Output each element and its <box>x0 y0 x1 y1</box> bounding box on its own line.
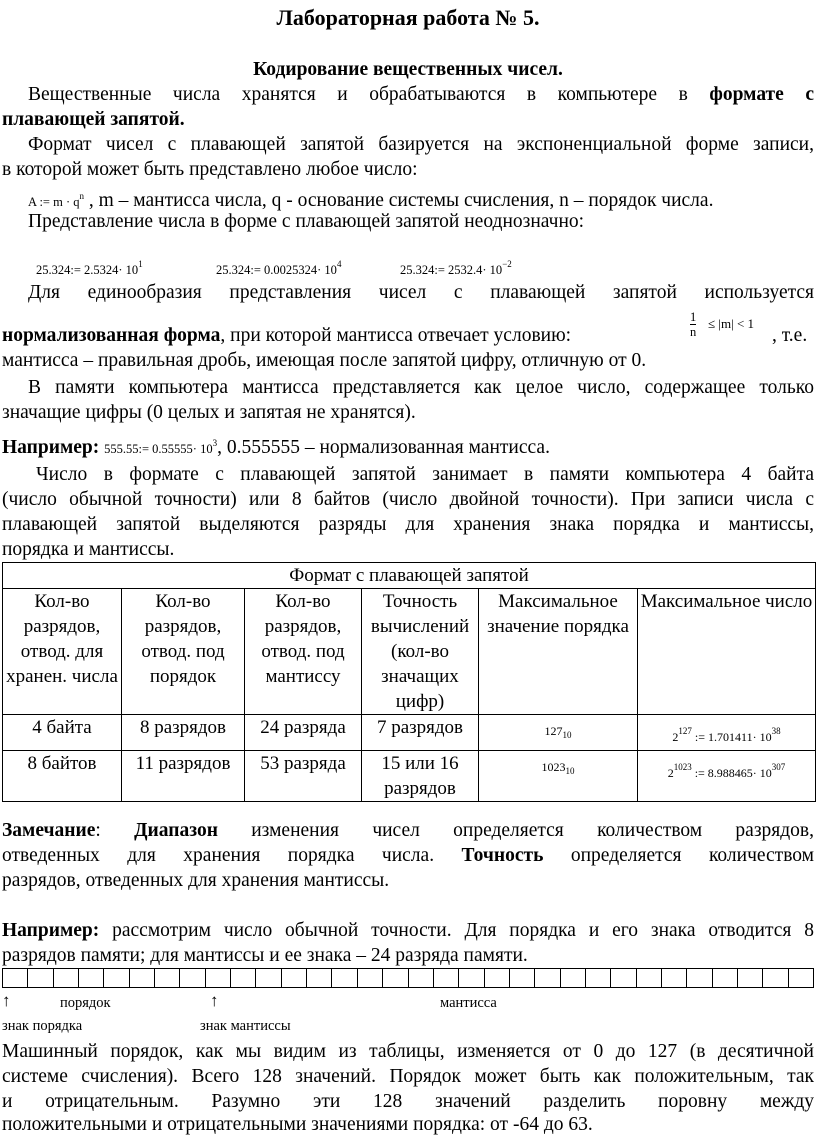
bit-cell <box>585 968 610 988</box>
section-title: Кодирование вещественных чисел. <box>253 59 563 80</box>
label-mantissa: мантисса <box>440 995 497 1011</box>
formula-text: A := m · q <box>28 195 80 209</box>
table-header: Кол-во разрядов, отвод. для хранен. числа <box>3 589 122 715</box>
table-header: Максимальное число <box>638 589 816 715</box>
bold-term: формате с <box>709 84 815 105</box>
table-title-row <box>3 563 816 589</box>
table-header: Кол-во разрядов, отвод. под мантиссу <box>245 589 362 715</box>
paragraph-2-line-1: Формат чисел с плавающей запятой базируется на экспоненциальной форме записи, <box>28 134 814 155</box>
formula-exp: 3 <box>212 438 218 448</box>
paragraph-7-line-4: положительными и отрицательными значениями порядка: от -64 до 63. <box>2 1114 593 1135</box>
bit-cell <box>27 968 52 988</box>
table-cell: 7 разрядов <box>362 715 479 751</box>
page-title: Лабораторная работа № 5. <box>276 5 540 30</box>
table-cell: 8 разрядов <box>122 715 245 751</box>
bit-cell <box>382 968 407 988</box>
example-2-line-2: разрядов памяти; для мантиссы и ее знака – 24 разряда памяти. <box>2 945 528 966</box>
condition-inequality: ≤ |m| < 1 <box>708 316 755 331</box>
table-header: Точность вычислений (кол-во значащих цифр) <box>362 589 479 715</box>
example-text: 25.324:= 2532.4· 10 <box>400 263 503 277</box>
bit-cell <box>408 968 433 988</box>
bit-cell <box>712 968 737 988</box>
table-cell-max-order <box>479 715 638 751</box>
bit-cell <box>534 968 559 988</box>
example-2-line-1 <box>2 918 814 943</box>
paragraph-5-line-2: значащие цифры (0 целых и запятая не хранятся). <box>2 402 416 423</box>
text: , при которой мантисса отвечает условию: <box>220 325 572 346</box>
bit-cell <box>78 968 103 988</box>
cell-exp: 38 <box>771 726 781 736</box>
cell-subscript: 10 <box>562 730 572 740</box>
label-mantissa-sign: знак мантиссы <box>200 1018 291 1034</box>
paragraph-7-line-3: и отрицательным. Разумно эти 128 значений разделить поровну между <box>2 1091 814 1112</box>
table-header: Кол-во разрядов, отвод. под порядок <box>122 589 245 715</box>
paragraph-7-line-1: Машинный порядок, как мы видим из таблицы, изменяется от 0 до 127 (в десятичной <box>2 1041 814 1062</box>
bit-cell <box>509 968 534 988</box>
cell-value: 2 <box>672 730 679 744</box>
cell-value-rest: := 8.988465· 10 <box>691 766 772 780</box>
bold-term: Диапазон <box>134 820 218 841</box>
bit-cell <box>230 968 255 988</box>
example-formula <box>104 438 218 456</box>
fraction-numerator: 1 <box>690 310 697 324</box>
table-row <box>3 715 816 751</box>
table-header-row <box>3 589 816 715</box>
example-2 <box>216 252 341 283</box>
table-header: Максимальное значение порядка <box>479 589 638 715</box>
bit-cell <box>103 968 128 988</box>
example-label: Например: <box>2 437 100 458</box>
example-exp: −2 <box>502 259 512 269</box>
paragraph-1-line-2: плавающей запятой. <box>2 109 185 130</box>
bit-cell <box>331 968 356 988</box>
bold-term: нормализованная форма <box>2 325 221 346</box>
bit-cell <box>129 968 154 988</box>
bit-cell <box>205 968 230 988</box>
example-text: 25.324:= 0.0025324· 10 <box>216 263 337 277</box>
paragraph-6-line-4: порядка и мантиссы. <box>2 539 175 560</box>
bit-cell <box>281 968 306 988</box>
formula-main <box>2 191 84 209</box>
bit-cell <box>484 968 509 988</box>
table-cell: 53 разряда <box>245 751 362 802</box>
note-line-3: разрядов, отведенных для хранения мантиссы. <box>2 870 390 891</box>
bit-cell <box>433 968 458 988</box>
text: : <box>95 820 101 841</box>
formula-text: 555.55:= 0.55555· 10 <box>104 442 213 456</box>
example-line <box>2 431 814 462</box>
note-label: Замечание <box>2 820 96 841</box>
bit-cell <box>762 968 787 988</box>
formula-description: , m – мантисса числа, q - основание системы счисления, n – порядок числа. <box>88 190 714 211</box>
paragraph-4-line-3: мантисса – правильная дробь, имеющая после запятой цифру, отличную от 0. <box>2 350 647 371</box>
bit-cell <box>154 968 179 988</box>
paragraph-6-line-2: (число обычной точности) или 8 байтов (число двойной точности). При записи числа с <box>2 489 814 510</box>
bold-term: Точность <box>461 845 544 866</box>
cell-exp: 307 <box>771 762 786 772</box>
bit-cell <box>306 968 331 988</box>
arrow-up-icon: ↑ <box>2 991 11 1010</box>
text: определяется количеством <box>570 845 815 866</box>
text: отведенных для хранения порядка числа. <box>2 845 435 866</box>
cell-exp: 1023 <box>673 762 692 772</box>
cell-exp: 127 <box>678 726 692 736</box>
bit-cell <box>560 968 585 988</box>
paragraph-7-line-2: системе счисления). Всего 128 значений. Порядок может быть как положительным, так <box>2 1066 814 1087</box>
table-cell: 8 байтов <box>3 751 122 802</box>
table-cell: 11 разрядов <box>122 751 245 802</box>
table-title: Формат с плавающей запятой <box>3 563 816 589</box>
bit-cell <box>179 968 204 988</box>
paragraph-4-tail: , т.е. <box>772 325 808 346</box>
note-line-1 <box>2 818 814 843</box>
cell-subscript: 10 <box>565 766 575 776</box>
text: рассмотрим число обычной точности. Для порядка и его знака отводится 8 <box>112 920 814 941</box>
bit-grid <box>2 968 814 988</box>
table-cell: 4 байта <box>3 715 122 751</box>
bit-cell <box>2 968 27 988</box>
formula-exp: n <box>79 191 84 201</box>
example-1 <box>36 252 143 283</box>
example-exp: 1 <box>138 259 143 269</box>
condition-formula <box>690 310 696 339</box>
bit-cell <box>458 968 483 988</box>
table-cell-max-number <box>638 715 816 751</box>
table-cell-max-order <box>479 751 638 802</box>
fraction-denominator: n <box>690 325 697 339</box>
example-label: Например: <box>2 920 100 941</box>
table-cell: 24 разряда <box>245 715 362 751</box>
bit-cell <box>255 968 280 988</box>
example-exp: 4 <box>336 259 342 269</box>
bit-cell <box>357 968 382 988</box>
paragraph-3: Представление числа в форме с плавающей запятой неоднозначно: <box>28 211 585 232</box>
paragraph-1-line-1 <box>2 82 814 107</box>
bit-cell <box>53 968 78 988</box>
bit-cell <box>686 968 711 988</box>
bit-cell <box>661 968 686 988</box>
float-format-table <box>2 562 816 802</box>
cell-value: 127 <box>544 724 563 738</box>
table-cell-max-number <box>638 751 816 802</box>
paragraph-5-line-1: В памяти компьютера мантисса представляется как целое число, содержащее только <box>28 377 814 398</box>
text: изменения чисел определяется количеством разрядов, <box>251 820 815 841</box>
arrow-up-icon: ↑ <box>210 991 219 1010</box>
cell-value: 2 <box>667 766 674 780</box>
note-line-2 <box>2 843 814 868</box>
example-3 <box>400 252 512 283</box>
bit-cell <box>636 968 661 988</box>
bit-cell <box>737 968 762 988</box>
example-text: 25.324:= 2.5324· 10 <box>36 263 139 277</box>
bit-cell <box>610 968 635 988</box>
cell-value-rest: := 1.701411· 10 <box>691 730 772 744</box>
table-cell: 15 или 16 разрядов <box>362 751 479 802</box>
paragraph-6-line-1: Число в формате с плавающей запятой занимает в памяти компьютера 4 байта <box>36 464 814 485</box>
bit-cell <box>788 968 814 988</box>
paragraph-6-line-3: плавающей запятой выделяются разряды для хранения знака порядка и мантиссы, <box>2 514 814 535</box>
table-row <box>3 751 816 802</box>
label-order: порядок <box>60 995 111 1011</box>
paragraph-2-line-2: в которой может быть представлено любое число: <box>2 159 418 180</box>
paragraph-4-line-1: Для единообразия представления чисел с плавающей запятой используется <box>28 282 814 303</box>
cell-value: 1023 <box>541 760 566 774</box>
label-order-sign: знак порядка <box>2 1018 83 1034</box>
example-description: , 0.555555 – нормализованная мантисса. <box>217 437 550 458</box>
text: Вещественные числа хранятся и обрабатываются в компьютере в <box>28 84 688 105</box>
